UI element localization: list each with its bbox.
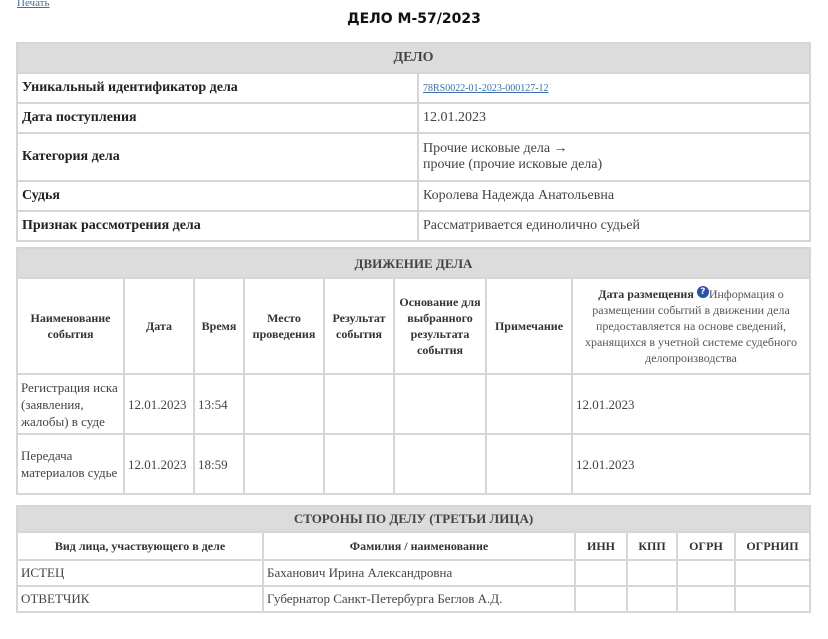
event-note xyxy=(486,374,572,434)
column-header: Место проведения xyxy=(244,278,324,374)
table-row xyxy=(17,181,810,211)
column-header: Время xyxy=(194,278,244,374)
table-row xyxy=(17,211,810,241)
column-header: Дата xyxy=(124,278,194,374)
column-header: Вид лица, участвующего в деле xyxy=(17,532,263,560)
column-header: Примечание xyxy=(486,278,572,374)
section-header-case: ДЕЛО xyxy=(17,43,810,73)
page-title: ДЕЛО М-57/2023 xyxy=(347,11,481,27)
column-header: Фамилия / наименование xyxy=(263,532,575,560)
row-label: Признак рассмотрения дела xyxy=(17,211,418,241)
event-place xyxy=(244,434,324,494)
column-header: Результат события xyxy=(324,278,394,374)
event-basis xyxy=(394,374,486,434)
category-line-2: прочие (прочие исковые дела) xyxy=(423,157,603,172)
party-ogrn xyxy=(677,560,735,586)
party-inn xyxy=(575,560,627,586)
event-time: 13:54 xyxy=(194,374,244,434)
table-row xyxy=(17,133,810,181)
row-value: 12.01.2023 xyxy=(418,103,810,133)
event-result xyxy=(324,434,394,494)
party-ogrnip xyxy=(735,560,810,586)
party-kpp xyxy=(627,560,677,586)
party-kpp xyxy=(627,586,677,612)
column-header: ОГРНИП xyxy=(735,532,810,560)
table-row xyxy=(17,103,810,133)
column-header: КПП xyxy=(627,532,677,560)
table-row xyxy=(17,586,810,612)
help-icon[interactable]: ? xyxy=(697,286,709,298)
table-row xyxy=(17,560,810,586)
parties-table xyxy=(16,505,811,613)
event-name: Передача материалов судье xyxy=(17,434,124,494)
event-posted: 12.01.2023 xyxy=(572,434,810,494)
event-basis xyxy=(394,434,486,494)
row-label: Судья xyxy=(17,181,418,211)
table-row xyxy=(17,73,810,103)
section-header-parties: СТОРОНЫ ПО ДЕЛУ (ТРЕТЬИ ЛИЦА) xyxy=(17,506,810,532)
row-label: Дата поступления xyxy=(17,103,418,133)
row-value xyxy=(418,133,810,181)
event-time: 18:59 xyxy=(194,434,244,494)
party-type: ОТВЕТЧИК xyxy=(17,586,263,612)
row-value: Королева Надежда Анатольевна xyxy=(418,181,810,211)
table-row xyxy=(17,434,810,494)
case-movement-table xyxy=(16,247,811,495)
print-link[interactable]: Печать xyxy=(17,0,50,9)
posted-label: Дата размещения xyxy=(598,287,694,301)
table-row xyxy=(17,374,810,434)
event-name: Регистрация иска (заявления, жалобы) в суде xyxy=(17,374,124,434)
party-type: ИСТЕЦ xyxy=(17,560,263,586)
column-header: ИНН xyxy=(575,532,627,560)
section-header-movement: ДВИЖЕНИЕ ДЕЛА xyxy=(17,248,810,278)
event-place xyxy=(244,374,324,434)
event-posted: 12.01.2023 xyxy=(572,374,810,434)
column-header: ОГРН xyxy=(677,532,735,560)
row-label: Уникальный идентификатор дела xyxy=(17,73,418,103)
row-label: Категория дела xyxy=(17,133,418,181)
row-value: Рассматривается единолично судьей xyxy=(418,211,810,241)
category-line-1: Прочие исковые дела → xyxy=(423,141,568,156)
party-name: Губернатор Санкт-Петербурга Беглов А.Д. xyxy=(263,586,575,612)
case-info-table xyxy=(16,42,811,242)
event-note xyxy=(486,434,572,494)
event-result xyxy=(324,374,394,434)
party-inn xyxy=(575,586,627,612)
case-uid-link[interactable]: 78RS0022-01-2023-000127-12 xyxy=(423,83,549,94)
column-header: Наименование события xyxy=(17,278,124,374)
column-header-posted xyxy=(572,278,810,374)
placement-info: Информация о размещении событий в движении дела предоставляется на основе сведений, хранящихся в учетной системе судебного делопроизводства xyxy=(584,287,798,365)
column-header: Основание для выбранного результата события xyxy=(394,278,486,374)
party-ogrn xyxy=(677,586,735,612)
event-date: 12.01.2023 xyxy=(124,374,194,434)
party-name: Баханович Ирина Александровна xyxy=(263,560,575,586)
event-date: 12.01.2023 xyxy=(124,434,194,494)
party-ogrnip xyxy=(735,586,810,612)
